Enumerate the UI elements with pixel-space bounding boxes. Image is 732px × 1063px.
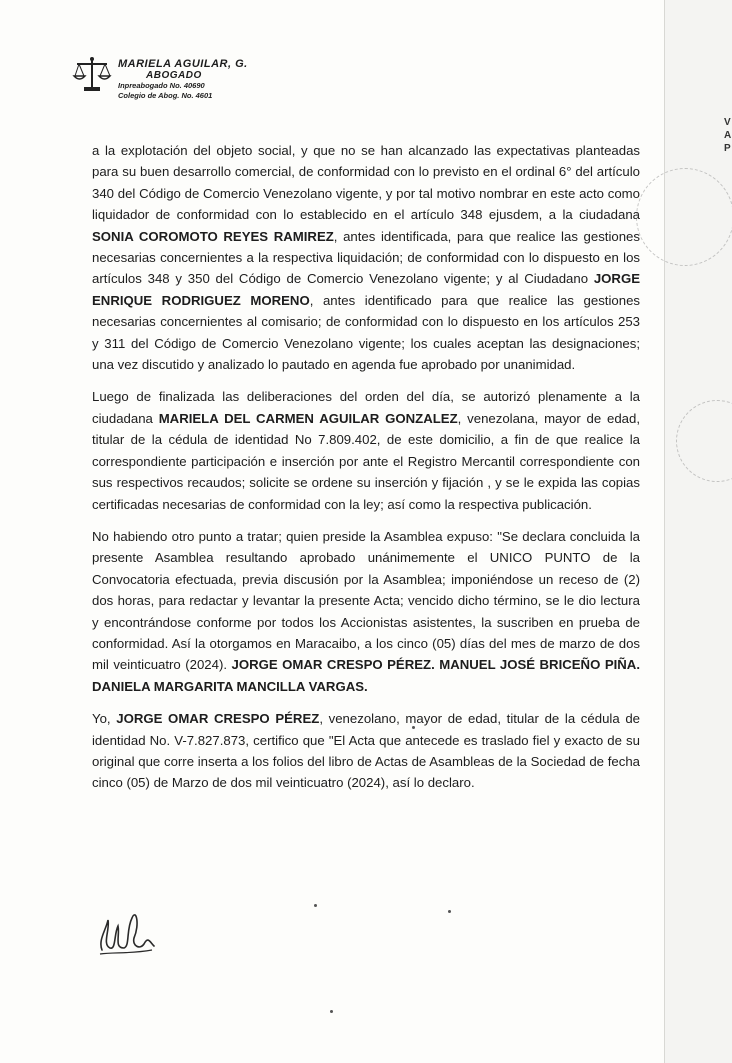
handwritten-signature: [96, 900, 158, 960]
name-mariela: MARIELA DEL CARMEN AGUILAR GONZALEZ: [158, 410, 458, 426]
document-body: [92, 140, 640, 805]
paragraph-authorization: [92, 386, 640, 514]
text-run: , venezolana, mayor de edad, titular de la cédula de identidad No 7.809.402, de este domicilio, a fin de que realice la correspondiente participación e inserción por ante el Registro Mercantil correspondiente con sus respectivos recaudos; solicite se ordene su inserción y fijación , y se le expida las copias certificadas necesarias de conformidad con la ley; así como la respectiva publicación.: [92, 410, 641, 512]
firm-title: ABOGADO: [146, 70, 202, 81]
firm-name: MARIELA AGUILAR, G.: [118, 58, 248, 70]
text-run: , venezolano, mayor de edad, titular de la cédula de identidad No. V-7.827.873, certifico que "El Acta que antecede es traslado fiel y exacto de su original que corre inserta a los folios del libro de Actas de Asambleas de la Sociedad de fecha cinco (05) de Marzo de dos mil veinticuatro (2024), así lo declaro.: [92, 711, 640, 791]
name-jorge-enrique: JORGE ENRIQUE RODRIGUEZ MORENO: [92, 271, 640, 308]
text-run: a la explotación del objeto social, y que no se han alcanzado las expectativas planteadas para su buen desarrollo comercial, de conformidad con lo previsto en el ordinal 6° del artículo 340 del Código de Comercio Venezolano vigente, y por tal motivo nombrar en este acto como liquidador de conformidad con lo establecido en el artículo 348 ejusdem, a la ciudadana: [92, 143, 640, 223]
text-run: , antes identificada, para que realice las gestiones necesarias concernientes a la respectiva liquidación; de conformidad con lo dispuesto en los artículos 348 y 350 del Código de Comercio Venezolano vigente; y al Ciudadano: [92, 228, 640, 287]
registry-stamp-top: [636, 168, 732, 266]
scan-speck: [330, 1010, 333, 1013]
scan-speck: [412, 726, 415, 729]
text-run: Yo,: [92, 711, 117, 727]
name-jorge-omar: JORGE OMAR CRESPO PÉREZ: [116, 711, 320, 727]
paragraph-certification: [92, 708, 640, 794]
text-run: Luego de finalizada las deliberaciones del orden del día, se autorizó plenamente a la ciudadana: [92, 389, 640, 426]
scales-of-justice-icon: [72, 54, 112, 94]
text-run: , antes identificado para que realice las gestiones necesarias concernientes al comisario; de conformidad con lo dispuesto en los artículos 253 y 311 del Código de Comercio Venezolano vigente; los cuales aceptan las designaciones; una vez discutido y analizado lo pautado en agenda fue aprobado por unanimidad.: [92, 292, 640, 373]
scan-speck: [448, 910, 451, 913]
inpreabogado-number: Inpreabogado No. 40690: [118, 81, 205, 90]
adjacent-page-text: V A P: [724, 117, 732, 154]
paragraph-closing: [92, 526, 640, 697]
adjacent-page-edge: [664, 0, 732, 1063]
signatories-names: JORGE OMAR CRESPO PÉREZ. MANUEL JOSÉ BRICEÑO PIÑA. DANIELA MARGARITA MANCILLA VARGAS.: [92, 657, 640, 694]
text-run: No habiendo otro punto a tratar; quien preside la Asamblea expuso: "Se declara concluida la presente Asamblea resultando aprobado unánimemente el UNICO PUNTO de la Convocatoria efectuada, previa discusión por la Asamblea; imponiéndose un receso de (2) dos horas, para redactar y levantar la presente Acta; vencido dicho término, se le dio lectura y encontrándose conforme por todos los Accionistas asistentes, la suscriben en prueba de conformidad. Así la otorgamos en Maracaibo, a los cinco (05) días del mes de marzo de dos mil veinticuatro (2024).: [92, 528, 640, 673]
name-sonia: SONIA COROMOTO REYES RAMIREZ: [92, 228, 334, 244]
scan-speck: [314, 904, 317, 907]
colegio-number: Colegio de Abog. No. 4601: [118, 91, 213, 100]
paragraph-liquidator: [92, 140, 640, 375]
